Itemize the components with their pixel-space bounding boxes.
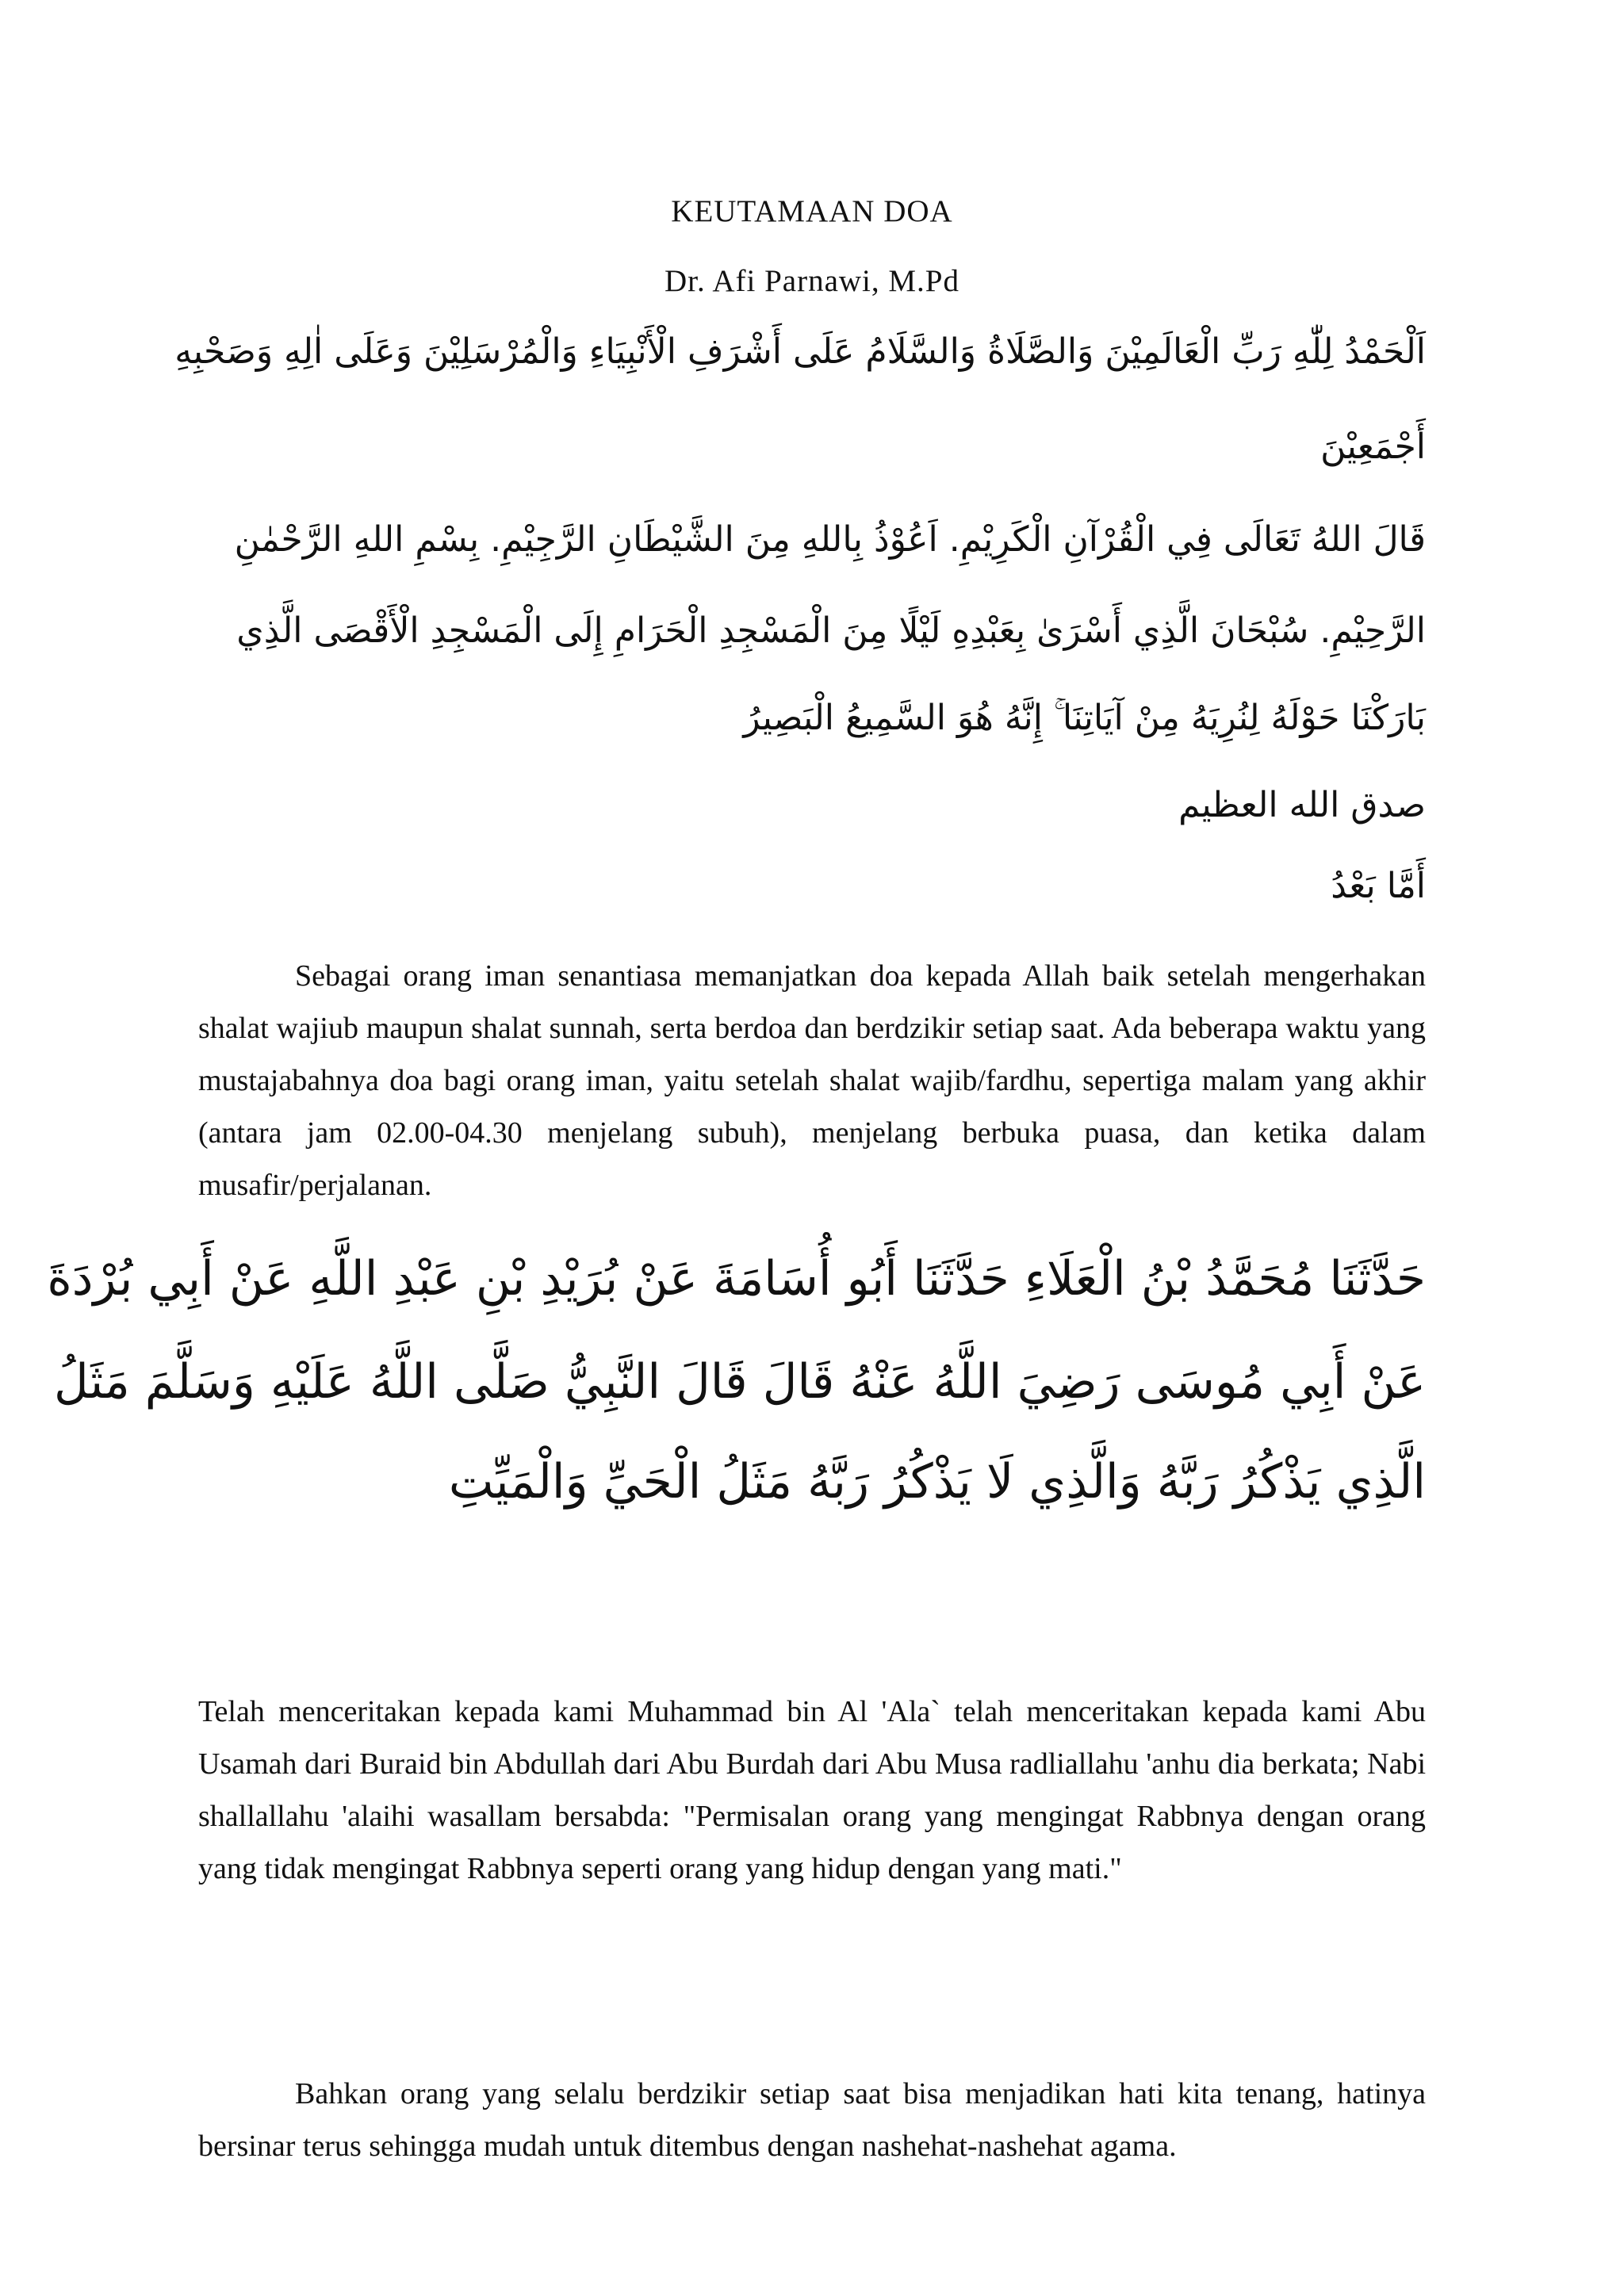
arabic-opening-line-2: أَجْمَعِيْنَ <box>1320 427 1426 467</box>
hadith-line-1: حَدَّثَنَا مُحَمَّدُ بْنُ الْعَلَاءِ حَدَّثَنَا أَبُو أُسَامَةَ عَنْ بُرَيْدِ بْنِ عَبْدِ اللَّهِ عَنْ أَبِي بُرْدَةَ <box>47 1251 1426 1307</box>
document-title: KEUTAMAAN DOA <box>671 194 953 228</box>
arabic-opening-line-1: اَلْحَمْدُ لِلّٰهِ رَبِّ الْعَالَمِيْنَ وَالصَّلَاةُ وَالسَّلَامُ عَلَى أَشْرَفِ الْأَنْبِيَاءِ وَالْمُرْسَلِيْنَ وَعَلَى اٰلِهِ وَصَحْبِهِ <box>174 331 1426 372</box>
paragraph-dzikir-text: Bahkan orang yang selalu berdzikir setiap saat bisa menjadikan hati kita tenang, hatinya bersinar terus sehingga mudah untuk ditembus dengan nashehat-nashehat agama. <box>198 2077 1426 2163</box>
paragraph-doa-times-text: Sebagai orang iman senantiasa memanjatkan doa kepada Allah baik setelah mengerhakan shalat wajiub maupun shalat sunnah, serta berdoa dan berdzikir setiap saat. Ada beberapa waktu yang mustajabahnya doa bagi orang iman, yaitu setelah shalat wajib/fardhu, sepertiga malam yang akhir (antara jam 02.00-04.30 menjelang subuh), menjelang berbuka puasa, dan ketika dalam musafir/perjalanan. <box>198 959 1426 1202</box>
hadith-line-3: الَّذِي يَذْكُرُ رَبَّهُ وَالَّذِي لَا يَذْكُرُ رَبَّهُ مَثَلُ الْحَيِّ وَالْمَيِّتِ <box>448 1454 1426 1510</box>
arabic-amma-badu: أَمَّا بَعْدُ <box>1331 866 1426 906</box>
hadith-translation-text: Telah menceritakan kepada kami Muhammad bin Al 'Ala` telah menceritakan kepada kami Abu Usamah dari Buraid bin Abdullah dari Abu Burdah dari Abu Musa radliallahu 'anhu dia berkata; Nabi shallallahu 'alaihi wasallam bersabda: "Permisalan orang yang mengingat Rabbnya dengan orang yang tidak mengingat Rabbnya seperti orang yang hidup dengan yang mati." <box>198 1695 1426 1885</box>
hadith-translation <box>198 1686 1426 1895</box>
arabic-closing-formula: صدق الله العظيم <box>1178 785 1426 825</box>
paragraph-doa-times <box>198 950 1426 1211</box>
arabic-opening-line-3: قَالَ اللهُ تَعَالَى فِي الْقُرْآنِ الْكَرِيْمِ. اَعُوْذُ بِاللهِ مِنَ الشَّيْطَانِ الرَّجِيْمِ. بِسْمِ اللهِ الرَّحْمٰنِ <box>234 519 1426 560</box>
hadith-line-2: عَنْ أَبِي مُوسَى رَضِيَ اللَّهُ عَنْهُ قَالَ قَالَ النَّبِيُّ صَلَّى اللَّهُ عَلَيْهِ وَسَلَّمَ مَثَلُ <box>54 1354 1426 1410</box>
arabic-opening-line-5: بَارَكْنَا حَوْلَهُ لِنُرِيَهُ مِنْ آيَاتِنَا ۚ إِنَّهُ هُوَ السَّمِيعُ الْبَصِيرُ <box>743 698 1426 738</box>
document-author: Dr. Afi Parnawi, M.Pd <box>665 264 959 298</box>
paragraph-dzikir <box>198 2068 1426 2172</box>
arabic-opening-line-4: الرَّحِيْمِ. سُبْحَانَ الَّذِي أَسْرَىٰ بِعَبْدِهِ لَيْلًا مِنَ الْمَسْجِدِ الْحَرَامِ إِلَى الْمَسْجِدِ الْأَقْصَى الَّذِي <box>236 610 1426 651</box>
